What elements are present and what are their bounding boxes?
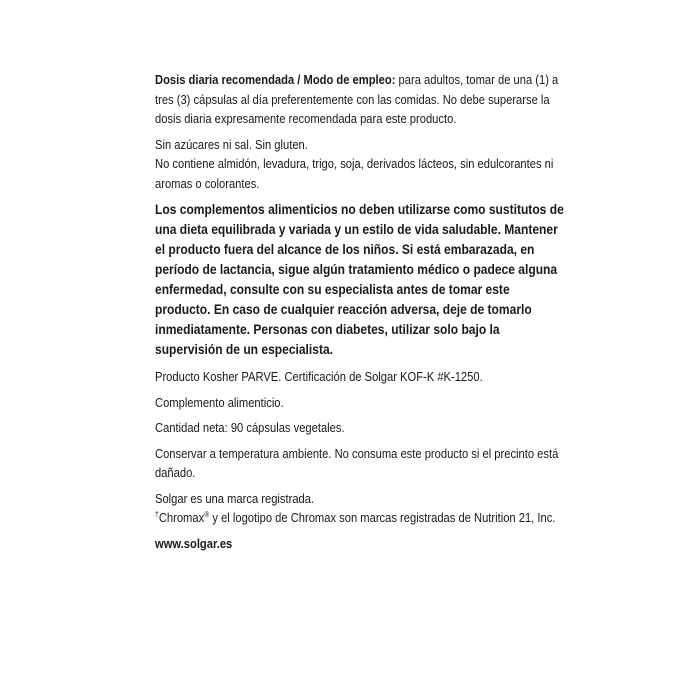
kosher-certification: Producto Kosher PARVE. Certificación de Solgar KOF-K #K-1250. bbox=[155, 369, 483, 384]
dagger-mark: † bbox=[155, 510, 159, 519]
dosage-paragraph bbox=[155, 70, 565, 129]
chromax-name: Chromax bbox=[158, 510, 205, 525]
product-category: Complemento alimenticio. bbox=[155, 394, 284, 410]
warning-paragraph: Los complementos alimenticios no deben utilizarse como sustitutos de una dieta equilibrada y variada y un estilo de vida saludable. Mantener el producto fuera del alcance de los niños. Si está embarazada, en período de lactancia, sigue algún tratamiento médico o padece alguna enfermedad, consulte con su especialista antes de tomar este producto. En caso de cualquier reacción adversa, deje de tomarlo inmediatamente. Personas con diabetes, utilizar solo bajo la supervisión de un especialista. bbox=[155, 201, 564, 357]
trademark-notice: Solgar es una marca registrada. bbox=[155, 490, 315, 506]
website-url: www.solgar.es bbox=[155, 535, 233, 551]
dosage-heading: Dosis diaria recomendada / Modo de empleo: bbox=[155, 72, 396, 87]
net-quantity: Cantidad neta: 90 cápsulas vegetales. bbox=[155, 420, 345, 435]
chromax-text: y el logotipo de Chromax son marcas registradas de Nutrition 21, Inc. bbox=[209, 510, 556, 525]
free-from-line-2: No contiene almidón, levadura, trigo, soja, derivados lácteos, sin edulcorantes ni aromas o colorantes. bbox=[155, 156, 554, 191]
storage-instructions: Conservar a temperatura ambiente. No consuma este producto si el precinto está dañado. bbox=[155, 445, 559, 480]
chromax-trademark bbox=[155, 508, 565, 528]
dosage-text: para adultos, tomar de una (1) a tres (3) cápsulas al día preferentemente con las comidas. No debe superarse la dosis diaria expresamente recomendada para este producto. bbox=[155, 72, 559, 126]
product-label-text bbox=[155, 70, 565, 559]
free-from-line-1: Sin azúcares ni sal. Sin gluten. bbox=[155, 136, 308, 152]
registered-mark: ® bbox=[204, 510, 210, 519]
